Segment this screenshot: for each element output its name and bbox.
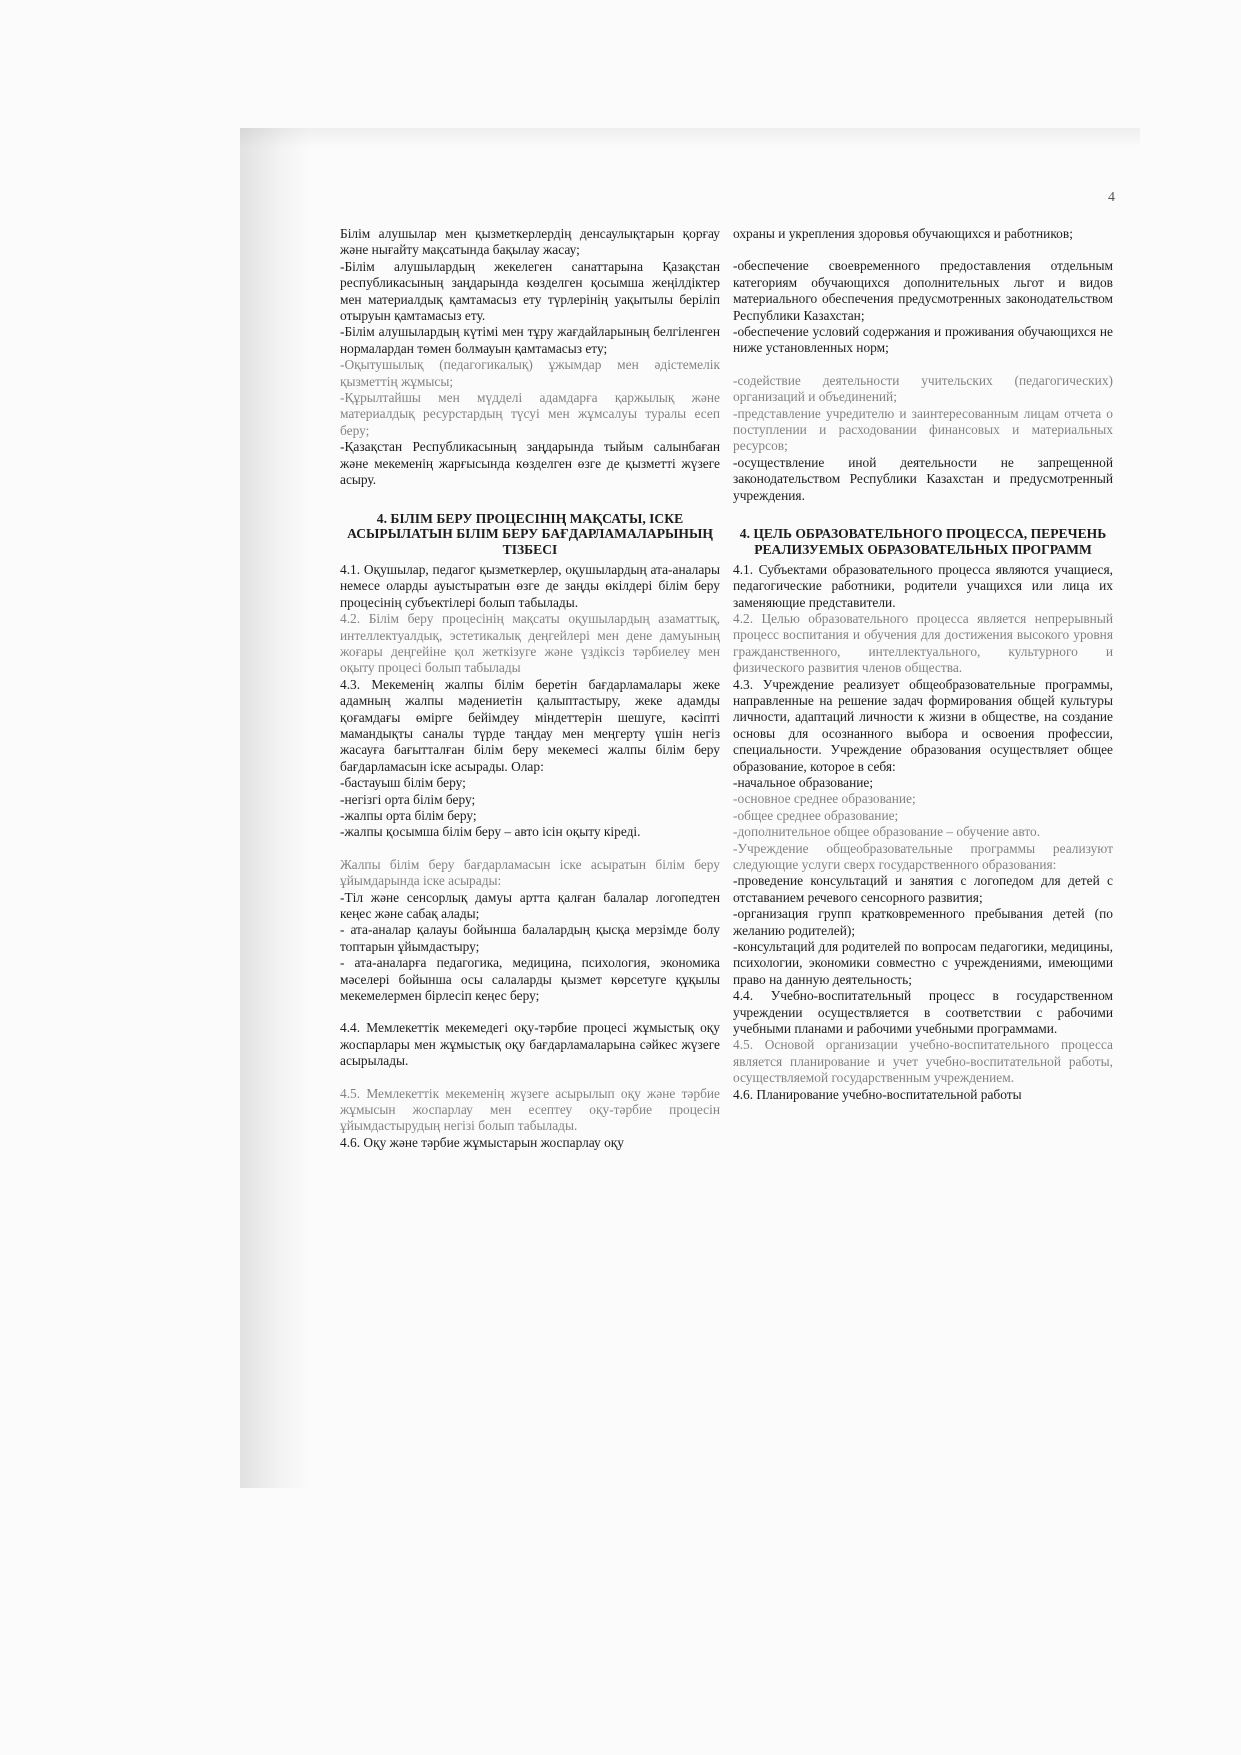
kz-clause-4-1: 4.1. Оқушылар, педагог қызметкерлер, оқушылардың ата-аналары немесе оларды ауыстыратын өзге де заңды өкілдері білім беру процесінің субъектілері болып табылады. [340, 561, 720, 610]
ru-additional-intro: -Учреждение общеобразовательные программы реализуют следующие услуги сверх государственного образования: [733, 840, 1113, 872]
kz-intro-6: -Қазақстан Республикасының заңдарында тыйым салынбаған және мекеменің жарғысында көзделген өзге де қызметті жүзеге асыру. [340, 439, 720, 488]
ru-additional-3: -консультаций для родителей по вопросам педагогики, медицины, психологии, экономики совместно с учреждениями, имеющими право на данную деятельность; [733, 939, 1113, 987]
ru-program-4: -дополнительное общее образование – обучение авто. [733, 824, 1041, 840]
ru-section-title: 4. ЦЕЛЬ ОБРАЗОВАТЕЛЬНОГО ПРОЦЕССА, ПЕРЕЧЕНЬ РЕАЛИЗУЕМЫХ ОБРАЗОВАТЕЛЬНЫХ ПРОГРАММ [739, 526, 1107, 557]
ru-intro-1: охраны и укрепления здоровья обучающихся и работников; [733, 226, 1073, 241]
kz-program-4: -жалпы қосымша білім беру – авто ісін оқыту кіреді. [340, 824, 641, 840]
ru-clause-4-5: 4.5. Основой организации учебно-воспитательного процесса является планирование и учет учебно-воспитательной работы, осуществляемой государственным учреждением. [733, 1037, 1113, 1086]
scan-top-edge [240, 128, 1140, 148]
kz-clause-4-6: 4.6. Оқу және тәрбие жұмыстарын жоспарлау оқу [340, 1134, 624, 1150]
ru-clause-4-3: 4.3. Учреждение реализует общеобразовательные программы, направленные на решение задач формирования общей культуры личности, адаптаций личности к жизни в обществе, на создание основы для осознанного выбора и освоения профессии, специальности. Учреждение образования осуществляет общее образование, которое в себя: [733, 676, 1113, 774]
kz-intro-1: Білім алушылар мен қызметкерлердің денсаулықтарын қорғау және нығайту мақсатында бақылау жасау; [340, 226, 720, 258]
kz-intro-2: -Білім алушылардың жекелеген санаттарына Қазақстан республикасының заңдарында көзделген қосымша жеңілдіктер мен материалдық қамтамасыз ету түрлерінің уақытылы беріліп отыруын қамтамасыз ету. [340, 258, 720, 324]
ru-intro-6: -осуществление иной деятельности не запрещенной законодательством Республики Казахстан и предусмотренный учреждения. [733, 454, 1113, 503]
kz-intro-5: -Құрылтайшы мен мүдделі адамдарға қаржылық және материалдық ресурстардың түсуі мен жұмсалуы туралы есеп беру; [340, 390, 720, 438]
ru-program-1: -начальное образование; [733, 774, 874, 790]
kz-clause-4-3: 4.3. Мекеменің жалпы білім беретін бағдарламалары жеке адамның жалпы мәдениетін қалыптастыру, жеке адамды қоғамдағы өмірге бейімдеу міндеттерін шешуге, кәсіпті мамандықты саналы түрде таңдау мен меңгерту үшін негіз жасауға бағытталған білім беру мекемесі жалпы білім беру бағдарламасын іске асырады. Олар: [340, 676, 720, 774]
ru-program-3: -общее среднее образование; [733, 807, 899, 823]
kz-clause-4-2: 4.2. Білім беру процесінің мақсаты оқушылардың азаматтық, интеллектуалдық, эстетикалық деңгейлері мен дене дамуының жоғары деңгейіне қол жеткізуге және үздіксіз тәрбиелеу мен оқыту процесі болып табылады [340, 611, 720, 676]
page-number: 4 [1108, 190, 1115, 205]
kz-clause-4-5: 4.5. Мемлекеттік мекеменің жүзеге асырылып оқу және тәрбие жұмысын жоспарлау мен есептеу оқу-тәрбие процесін ұйымдастырудың негізі болып табылады. [340, 1085, 720, 1134]
ru-additional-1: -проведение консультаций и занятия с логопедом для детей с отставанием речевого сенсорного развития; [733, 873, 1113, 905]
ru-additional-2: -организация групп кратковременного пребывания детей (по желанию родителей); [733, 906, 1113, 938]
kz-additional-intro: Жалпы білім беру бағдарламасын іске асыратын білім беру ұйымдарында іске асырады: [340, 856, 720, 889]
kz-additional-2: - ата-аналар қалауы бойынша балалардың қысқа мерзімде болу топтарын ұйымдастыру; [340, 922, 720, 954]
ru-intro-3: -обеспечение условий содержания и проживания обучающихся не ниже установленных норм; [733, 324, 1113, 356]
ru-program-2: -основное среднее образование; [733, 791, 916, 807]
kz-additional-1: -Тіл және сенсорлық дамуы артта қалған балалар логопедтен кеңес және сабақ алады; [340, 889, 720, 922]
kz-additional-3: - ата-аналарға педагогика, медицина, психология, экономика мәселері бойынша осы салаларды қызмет көрсетуге құқылы мекемелермен бірлесіп кеңес беру; [340, 955, 720, 1004]
kz-intro-4: -Оқытушылық (педагогикалық) ұжымдар мен әдістемелік қызметтің жұмысы; [340, 357, 720, 389]
ru-clause-4-4: 4.4. Учебно-воспитательный процесс в государственном учреждении осуществляется в соответствии с рабочими учебными планами и рабочими учебными программами. [733, 988, 1113, 1037]
kazakh-column [340, 226, 720, 1151]
kz-program-2: -негізгі орта білім беру; [340, 791, 476, 807]
kz-clause-4-4: 4.4. Мемлекеттік мекемедегі оқу-тәрбие процесі жұмыстық оқу жоспарлары мен жұмыстық оқу бағдарламаларына сәйкес жүзеге асырылады. [340, 1020, 720, 1069]
ru-intro-4: -содействие деятельности учительских (педагогических) организаций и объединений; [733, 372, 1113, 405]
kz-section-title: 4. БІЛІМ БЕРУ ПРОЦЕСІНІҢ МАҚСАТЫ, ІСКЕ АСЫРЫЛАТЫН БІЛІМ БЕРУ БАҒДАРЛАМАЛАРЫНЫҢ ТІЗБЕСІ [347, 510, 713, 558]
kz-intro-3: -Білім алушылардың күтімі мен тұру жағдайларының белгіленген нормалардан төмен болмауын қамтамасыз ету; [340, 324, 720, 356]
ru-clause-4-1: 4.1. Субъектами образовательного процесса являются учащиеся, педагогические работники, родители учащихся или лица их заменяющие представители. [733, 561, 1113, 610]
russian-column [733, 226, 1113, 1103]
scan-shadow [240, 128, 310, 1488]
kz-program-1: -бастауыш білім беру; [340, 775, 466, 791]
kz-program-3: -жалпы орта білім беру; [340, 807, 477, 823]
ru-intro-5: -представление учредителю и заинтересованным лицам отчета о поступлении и расходовании финансовых и материальных ресурсов; [733, 405, 1113, 454]
ru-clause-4-2: 4.2. Целью образовательного процесса является непрерывный процесс воспитания и обучения для достижения высокого уровня гражданственного, интеллектуального, культурного и физического развития членов общества. [733, 610, 1113, 676]
ru-intro-2: -обеспечение своевременного предоставления отдельным категориям обучающихся дополнительных льгот и видов материального обеспечения предусмотренных законодательством Республики Казахстан; [733, 258, 1113, 323]
ru-clause-4-6: 4.6. Планирование учебно-воспитательной работы [733, 1086, 1022, 1102]
